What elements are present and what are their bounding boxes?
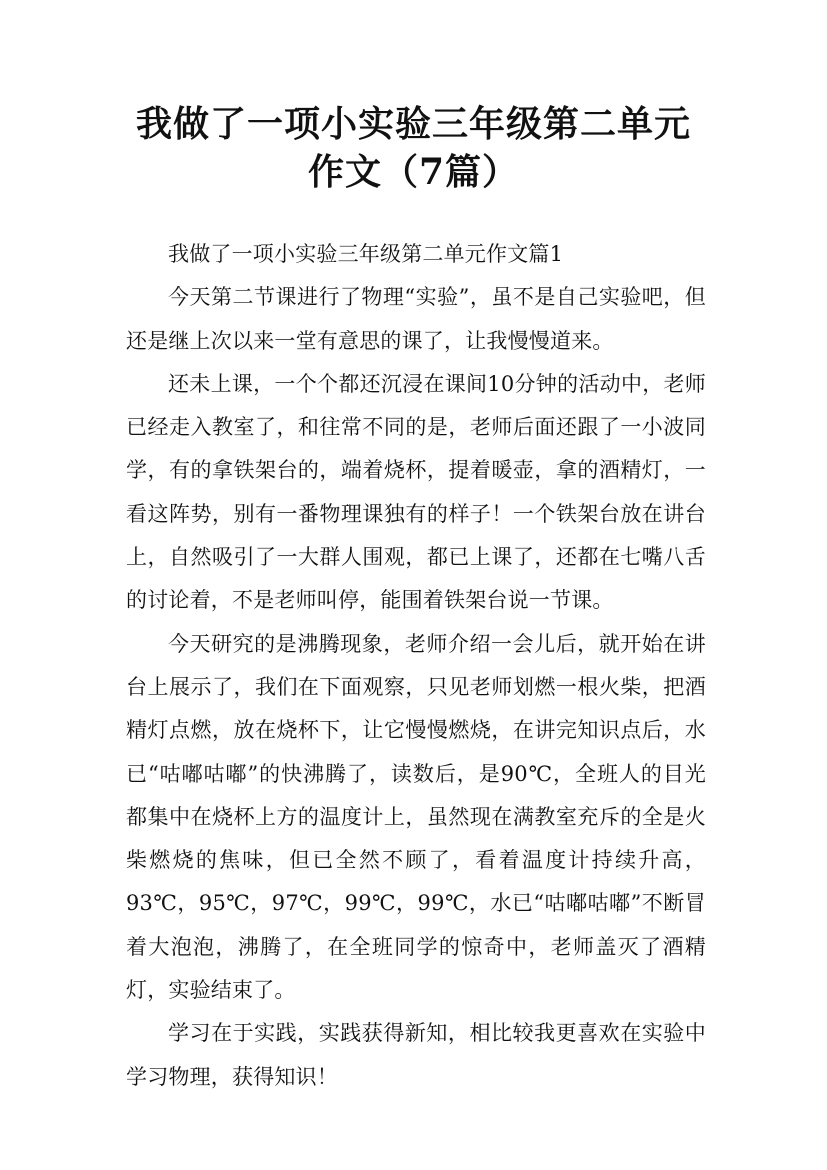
section-heading: 我做了一项小实验三年级第二单元作文篇1 bbox=[168, 242, 564, 266]
paragraph-2: 还未上课，一个个都还沉浸在课间10分钟的活动中，老师已经走入教室了，和往常不同的是，老师后面还跟了一小波同学，有的拿铁架台的，端着烧杯，提着暖壶，拿的酒精灯，一看这阵势，别有一番物理课独有的样子！一个铁架台放在讲台上，自然吸引了一大群人围观，都已上课了，还都在七嘴八舌的讨论着，不是老师叫停，能围着铁架台说一节课。 bbox=[126, 371, 706, 613]
paragraph-3: 今天研究的是沸腾现象，老师介绍一会儿后，就开始在讲台上展示了，我们在下面观察，只见老师划燃一根火柴，把酒精灯点燃，放在烧杯下，让它慢慢燃烧，在讲完知识点后，水已“咕嘟咕嘟”的快沸腾了，读数后，是90℃，全班人的目光都集中在烧杯上方的温度计上，虽然现在满教室充斥的全是火柴燃烧的焦味，但已全然不顾了，看着温度计持续升高，93℃，95℃，97℃，99℃，99℃，水已“咕嘟咕嘟”不断冒着大泡泡，沸腾了，在全班同学的惊奇中，老师盖灭了酒精灯，实验结束了。 bbox=[126, 631, 706, 1003]
document-body bbox=[126, 233, 706, 1099]
document-title: 我做了一项小实验三年级第二单元作文（7篇） bbox=[135, 103, 691, 193]
paragraph-1: 今天第二节课进行了物理“实验”，虽不是自己实验吧，但还是继上次以来一堂有意思的课了，让我慢慢道来。 bbox=[126, 285, 706, 353]
paragraph-4: 学习在于实践，实践获得新知，相比较我更喜欢在实验中学习物理，获得知识！ bbox=[126, 1021, 706, 1089]
